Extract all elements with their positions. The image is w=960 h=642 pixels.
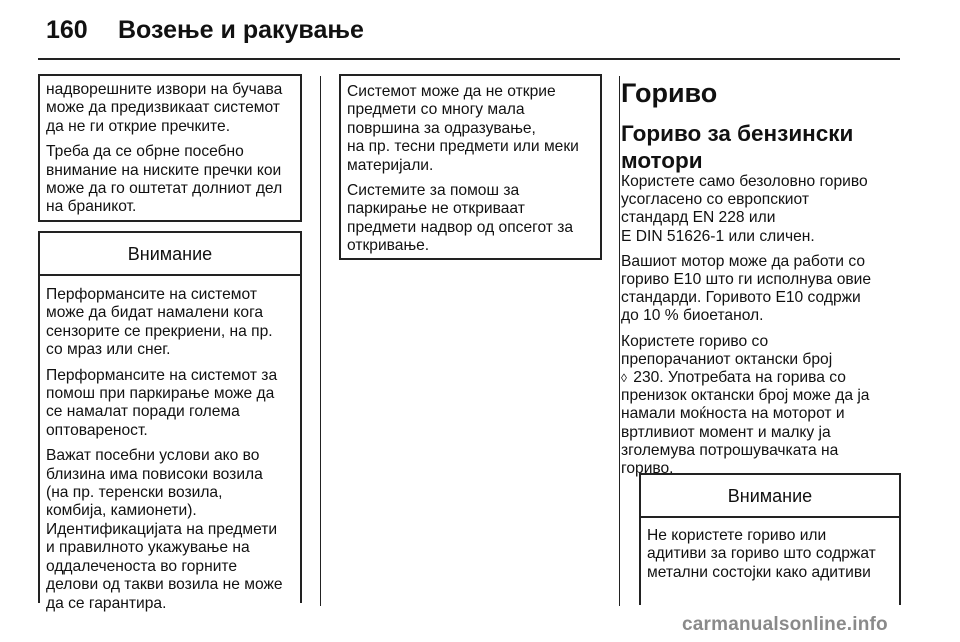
page-number: 160 [46,16,88,44]
reference-arrow-icon: ◊ [621,371,627,386]
caution-paragraph-2: Перформансите на системот за помош при паркирање може да се намалат поради голема оптовареност. [46,366,278,439]
caution-paragraph-1: Не користете гориво или адитиви за гориво што содржат метални состојки како адитиви [647,527,876,581]
note-box [339,74,602,260]
note-paragraph-2: Треба да се обрне посебно внимание на ниските пречки кои може да го оштетат долниот дел на браникот. [46,143,283,216]
fuel-paragraph-3 [621,333,903,479]
caution-title: Внимание [641,475,899,518]
note-box-continued [38,74,302,222]
fuel-paragraph-3-end: 230. Употребата на горива со пренизок октански број може да ја намали моќноста на моторот и вртливиот момент и малку ја зголемува потрошувачката на гориво. [621,369,870,478]
fuel-body-text [621,173,903,485]
note-paragraph-1: надворешните извори на бучава може да предизвикаат системот да не ги открие пречките. [46,81,283,135]
caution-paragraph-3: Важат посебни услови ако во близина има повисоки возила (на пр. теренски возила, комбија, камионети). Идентификацијата на предмети и правилното укажување на оддалеченоста во горните делови од такви возила не може да се гарантира. [46,447,283,612]
column-divider-1 [320,76,321,606]
caution-title: Внимание [40,233,300,276]
header-divider [38,58,900,60]
caution-paragraph-1: Перформансите на системот може да бидат намалени кога сензорите се прекриени, на пр. со мраз или снег. [46,286,273,359]
watermark: carmanualsonline.info [682,614,888,635]
column-divider-2 [619,76,620,606]
note-paragraph-1: Системот може да не открие предмети со многу мала површина за одразување, на пр. тесни предмети или меки материјали. [347,83,579,174]
section-heading: Гориво [621,78,718,108]
fuel-paragraph-3-start: Користете гориво со препорачаниот октански број [621,332,833,368]
fuel-paragraph-1: Користете само безоловно гориво усогласено со европскиот стандард EN 228 или E DIN 51626-1 или сличен. [621,173,868,245]
chapter-title: Возење и ракување [118,16,364,44]
page-header [0,0,960,60]
caution-box [38,231,302,612]
fuel-paragraph-2: Вашиот мотор може да работи со гориво E10 што ги исполнува овие стандарди. Горивото E10 содржи до 10 % биоетанол. [621,252,872,325]
subsection-heading: Гориво за бензински мотори [621,121,854,173]
caution-box-fuel [639,473,901,605]
note-paragraph-2: Системите за помош за паркирање не откриваат предмети надвор од опсегот за откривање. [347,182,574,255]
